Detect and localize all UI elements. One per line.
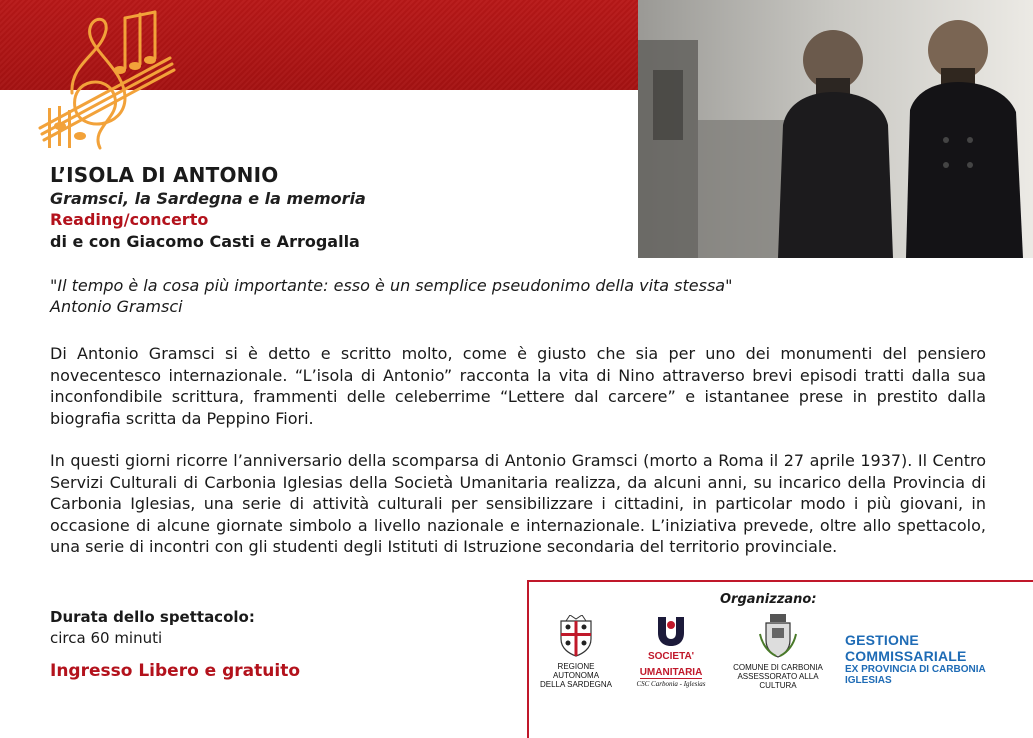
comune-caption-line1: COMUNE DI CARBONIA: [733, 663, 823, 672]
regione-caption-line1: REGIONE AUTONOMA: [552, 662, 600, 680]
carbonia-coat-of-arms-icon: [758, 614, 798, 658]
event-subtitle: Gramsci, la Sardegna e la memoria: [50, 189, 366, 208]
event-genre: Reading/concerto: [50, 210, 209, 229]
organizer-regione-sardegna: [538, 615, 614, 689]
description-paragraph-1: Di Antonio Gramsci si è detto e scritto molto, come è giusto che sia per uno dei monumenti del pensiero novecentesco internazionale. “L’isola di Antonio” racconta la vita di Nino attraverso brevi episodi tratti dalla sua inconfondibile scrittura, frammenti delle celeberrime “Lettere dal carcere” e istantanee prese in prestito dalla biografia scritta da Peppino Fiori.: [50, 344, 986, 428]
organizer-gestione-commissariale: [845, 632, 1033, 686]
comune-caption-line2: ASSESSORATO ALLA CULTURA: [737, 672, 819, 690]
gestione-line1: GESTIONE COMMISSARIALE: [845, 632, 967, 664]
societa-caption-line3: CSC Carbonia - Iglesias: [636, 680, 706, 688]
performers-photo: [638, 0, 1033, 258]
regione-caption-line2: DELLA SARDEGNA: [539, 680, 613, 689]
gestione-line2: EX PROVINCIA DI CARBONIA IGLESIAS: [845, 664, 986, 686]
duration-value: circa 60 minuti: [50, 629, 163, 647]
societa-caption-line2: UMANITARIA: [639, 667, 703, 678]
societa-umanitaria-u-icon: [654, 615, 688, 647]
quote-author: Antonio Gramsci: [50, 297, 183, 316]
quote-block: [50, 275, 810, 317]
description-paragraph-2: In questi giorni ricorre l’anniversario della scomparsa di Antonio Gramsci (morto a Roma il 27 aprile 1937). Il Centro Servizi Culturali di Carbonia Iglesias della Società Umanitaria realizza, da alcuni anni, su incarico della Provincia di Carbonia Iglesias, una serie di attività culturali per sensibilizzare i cittadini, in particolar modo i più giovani, in occasione di alcune giornate simbolo a livello nazionale e internazionale. L’iniziativa prevede, oltre allo spettacolo, una serie di incontri con gli studenti degli Istituti di Istruzione secondaria del territorio provinciale.: [50, 451, 986, 556]
organizer-comune-carbonia: [732, 614, 824, 690]
duration-label: Durata dello spettacolo:: [50, 608, 255, 626]
treble-clef-music-icon: [30, 8, 180, 158]
quote-text: "Il tempo è la cosa più importante: esso è un semplice pseudonimo della vita stessa": [50, 276, 733, 295]
performers-photo-image: [638, 0, 1033, 258]
event-title: L’ISOLA DI ANTONIO: [50, 163, 279, 187]
sardinia-coat-of-arms-icon: [556, 615, 596, 657]
organizer-societa-umanitaria: [628, 615, 714, 689]
entry-info: Ingresso Libero e gratuito: [50, 661, 301, 681]
event-authors: di e con Giacomo Casti e Arrogalla: [50, 232, 360, 251]
societa-caption-line1: SOCIETA': [647, 651, 695, 662]
organizers-title: Organizzano:: [720, 592, 817, 607]
